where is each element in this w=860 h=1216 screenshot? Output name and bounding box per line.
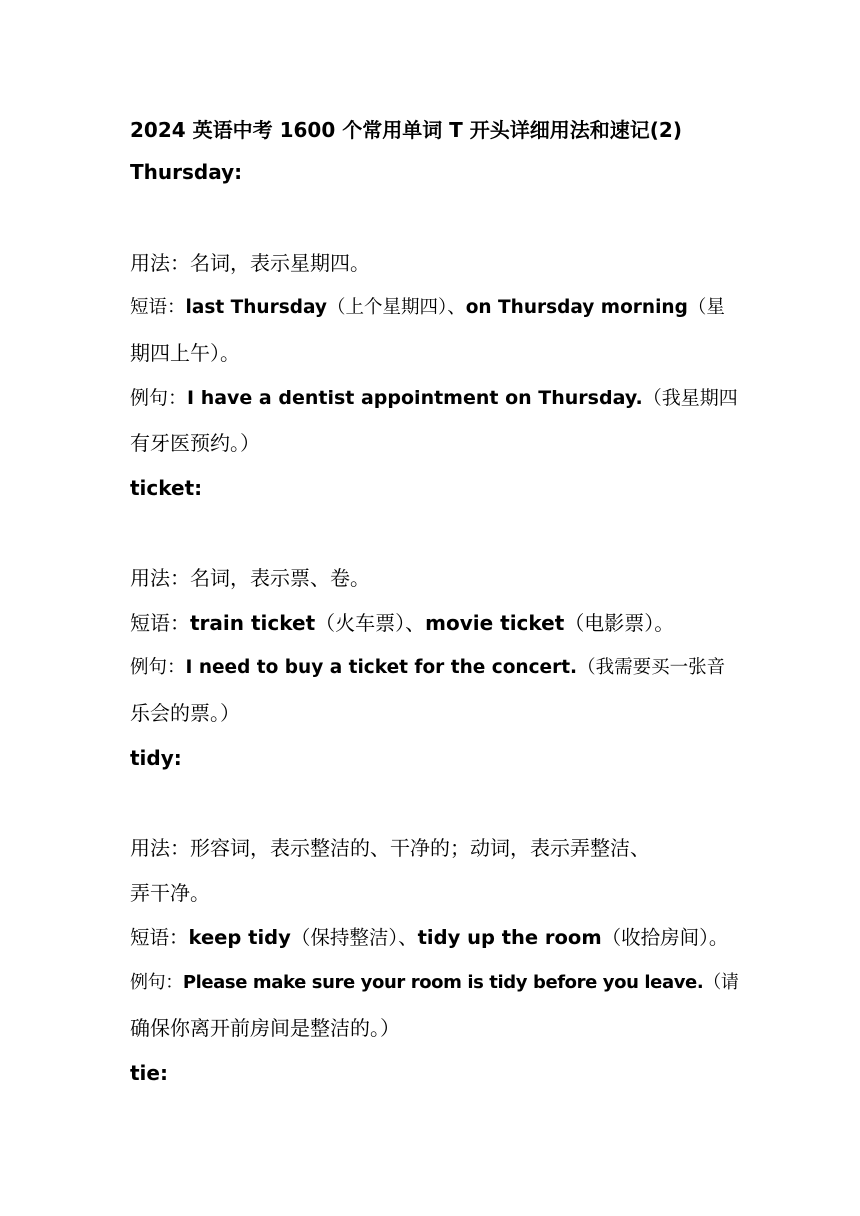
- usage-text: 名词，表示票、卷。: [190, 566, 370, 590]
- example-cn: （我星期四: [642, 387, 738, 409]
- document-title: 2024 英语中考 1600 个常用单词 T 开头详细用法和速记(2): [130, 118, 682, 142]
- example-label: 例句：: [130, 387, 188, 409]
- example-cn: （请: [703, 972, 739, 993]
- example-label: 例句：: [130, 972, 183, 993]
- usage-label: 用法：: [130, 251, 190, 275]
- phrase-en-2: tidy up the room: [417, 926, 602, 949]
- phrase-line-thursday-cont: 期四上午）。: [130, 341, 240, 365]
- word-heading-tidy: tidy:: [130, 746, 182, 770]
- usage-line-tidy: [130, 833, 740, 863]
- phrase-en-2: movie ticket: [425, 611, 565, 635]
- phrase-line-ticket: [130, 608, 740, 638]
- usage-label: 用法：: [130, 836, 190, 860]
- word-heading-tie: tie:: [130, 1061, 168, 1085]
- example-en: I need to buy a ticket for the concert.: [185, 657, 578, 678]
- phrase-line-thursday: [130, 293, 740, 323]
- example-en: Please make sure your room is tidy before you leave.: [182, 972, 704, 993]
- example-line-tidy: [130, 968, 740, 998]
- usage-line-thursday: [130, 248, 740, 278]
- phrase-label: 短语：: [130, 297, 186, 318]
- example-line-thursday: [130, 383, 740, 413]
- phrase-en-2: on Thursday morning: [465, 297, 688, 318]
- phrase-en-1: keep tidy: [188, 926, 291, 949]
- usage-line-ticket: [130, 563, 740, 593]
- example-cn: （我需要买一张音: [577, 657, 726, 678]
- phrase-label: 短语：: [130, 611, 190, 635]
- example-line-ticket: [130, 653, 740, 683]
- usage-text: 形容词，表示整洁的、干净的；动词，表示弄整洁、: [190, 836, 650, 860]
- phrase-cn-1: （保持整洁）、: [290, 926, 418, 949]
- example-line-thursday-cont: 有牙医预约。）: [130, 431, 260, 455]
- phrase-cn-2: （收拾房间）。: [601, 926, 729, 949]
- usage-label: 用法：: [130, 566, 190, 590]
- example-label: 例句：: [130, 657, 186, 678]
- word-heading-thursday: Thursday:: [130, 160, 243, 184]
- phrase-cn-1: （火车票）、: [315, 611, 426, 635]
- word-heading-ticket: ticket:: [130, 476, 203, 500]
- phrase-cn-1: （上个星期四）、: [326, 297, 466, 318]
- phrase-label: 短语：: [130, 926, 189, 949]
- phrase-cn-2: （电影票）。: [564, 611, 675, 635]
- phrase-en-1: train ticket: [190, 611, 316, 635]
- example-en: I have a dentist appointment on Thursday.: [187, 387, 643, 409]
- example-line-tidy-cont: 确保你离开前房间是整洁的。）: [130, 1016, 400, 1040]
- phrase-cn-2: （星: [687, 297, 725, 318]
- phrase-en-1: last Thursday: [185, 297, 327, 318]
- phrase-line-tidy: [130, 923, 740, 953]
- usage-line-tidy-cont: 弄干净。: [130, 881, 210, 905]
- example-line-ticket-cont: 乐会的票。）: [130, 701, 240, 725]
- usage-text: 名词，表示星期四。: [190, 251, 370, 275]
